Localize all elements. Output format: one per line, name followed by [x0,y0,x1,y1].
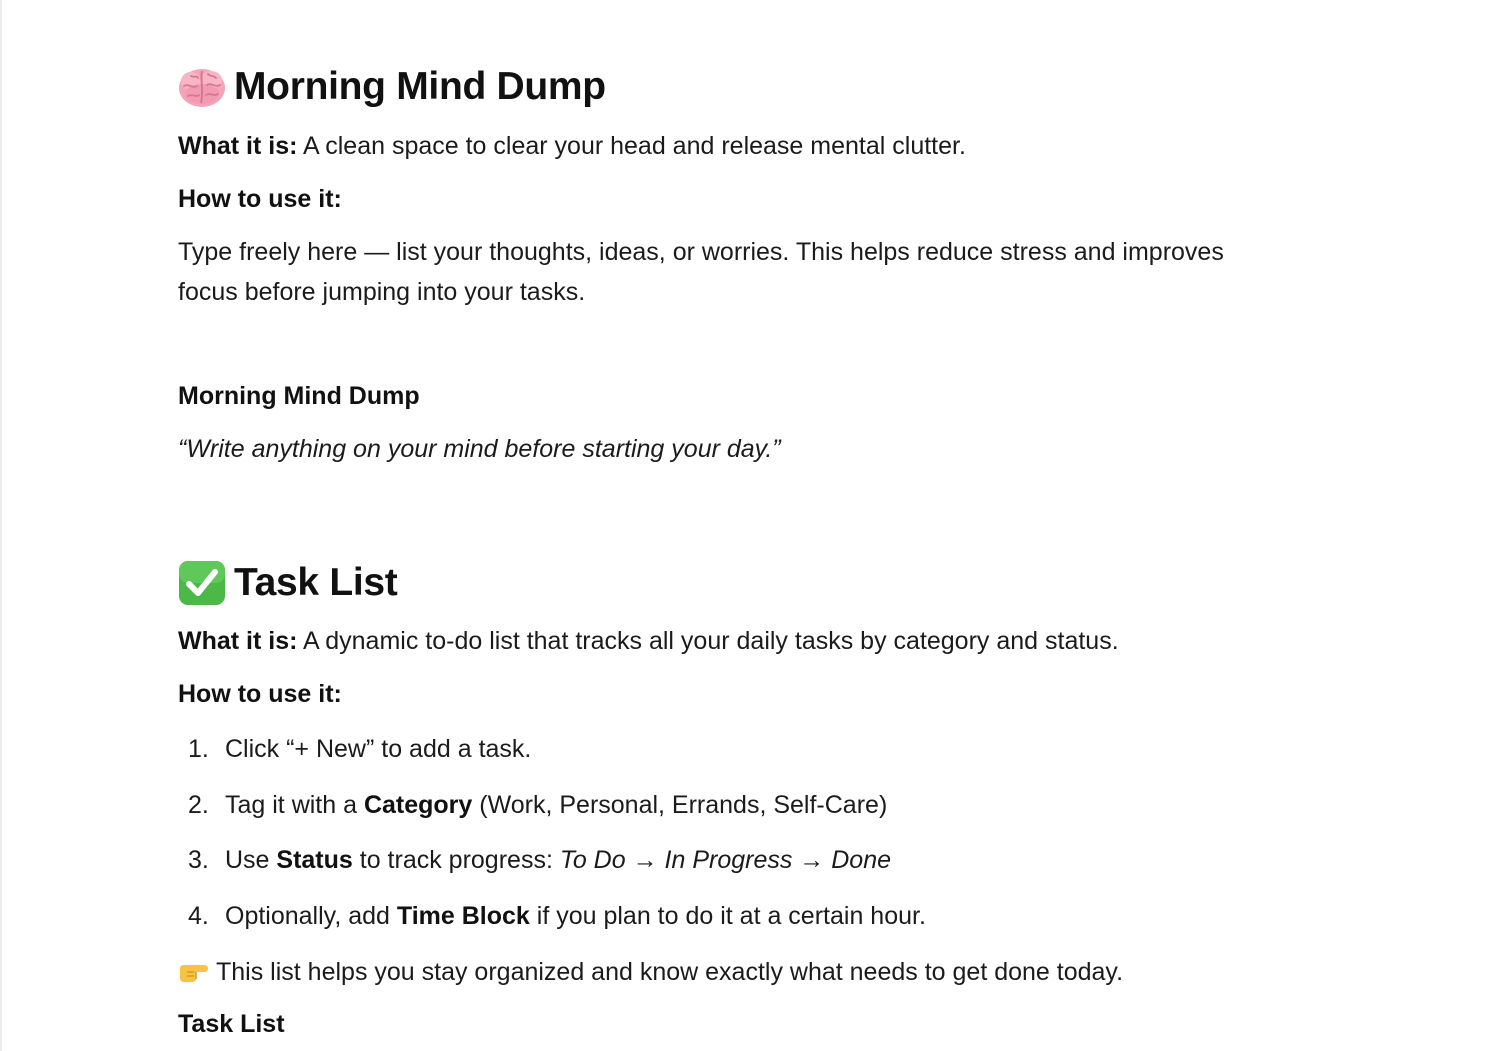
list-bold: Time Block [396,902,530,930]
heading-text: Morning Mind Dump [234,65,606,108]
list-number: 4. [188,902,209,930]
what-it-is-label: What it is: [178,132,298,160]
list-item [188,785,887,825]
list-text: if you plan to do it at a certain hour. [529,902,926,930]
what-it-is-label: What it is: [178,627,298,655]
list-text: Optionally, add [225,902,397,930]
heading-task-list [178,560,397,606]
mind-dump-subheading: Morning Mind Dump [178,382,420,410]
list-text: Click “+ New” to add a task. [225,735,532,763]
what-it-is-paragraph [178,126,966,166]
check-mark-button-icon [178,560,226,606]
list-item [188,729,531,769]
what-it-is-paragraph [178,621,1119,661]
list-text: (Work, Personal, Errands, Self-Care) [472,791,888,819]
tip-paragraph [178,952,1123,992]
how-to-use-label: How to use it: [178,680,342,708]
tip-text: This list helps you stay organized and know exactly what needs to get done today. [216,958,1124,986]
brain-icon [178,64,226,110]
left-edge-divider [0,0,2,1051]
list-number: 3. [188,846,209,874]
list-text: Use [225,846,277,874]
pointing-right-hand-icon [178,955,210,979]
list-bold: Status [276,846,353,874]
what-it-is-text: A dynamic to-do list that tracks all your daily tasks by category and status. [297,627,1119,655]
list-italic: To Do → In Progress → Done [559,846,892,874]
what-it-is-text: A clean space to clear your head and release mental clutter. [297,132,966,160]
list-number: 2. [188,791,209,819]
list-number: 1. [188,735,209,763]
heading-morning-mind-dump [178,64,606,110]
list-text: Tag it with a [225,791,364,819]
how-to-use-label: How to use it: [178,185,342,213]
list-text: to track progress: [352,846,560,874]
task-list-subheading: Task List [178,1010,285,1038]
heading-text: Task List [234,561,398,604]
how-to-use-text: Type freely here — list your thoughts, ideas, or worries. This helps reduce stress and improves focus before jumping into your tasks. [178,238,1224,306]
list-item [188,840,891,880]
list-bold: Category [363,791,473,819]
mind-dump-prompt[interactable]: “Write anything on your mind before starting your day.” [178,435,781,463]
list-item [188,896,926,936]
